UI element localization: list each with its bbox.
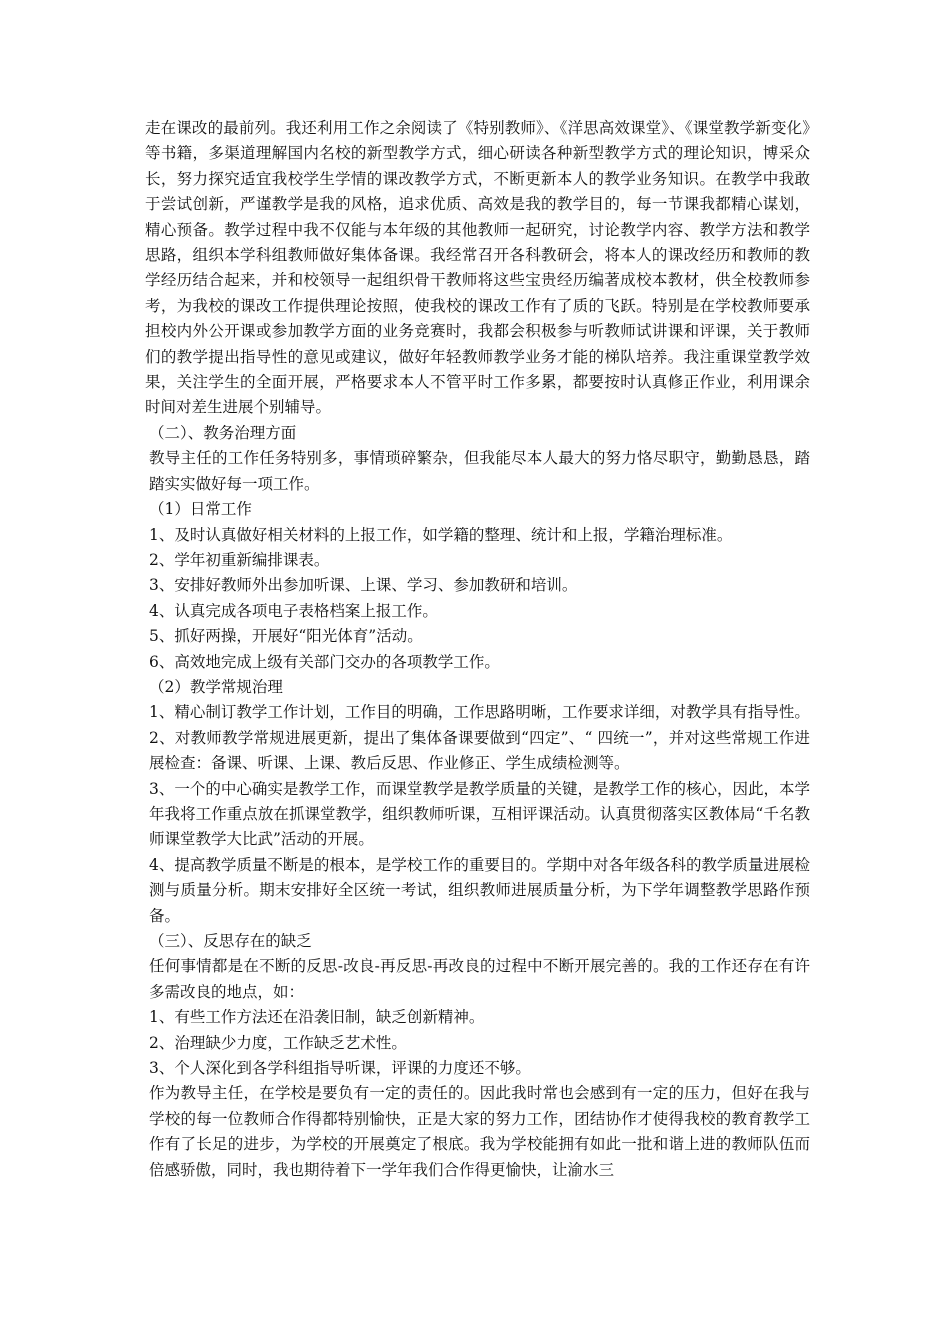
- paragraph: 走在课改的最前列。我还利用工作之余阅读了《特别教师》、《洋思高效课堂》、《课堂教学新变化》等书籍，多渠道理解国内名校的新型教学方式，细心研读各种新型教学方式的理论知识，博采众长，努力探究适宜我校学生学情的课改教学方式，不断更新本人的教学业务知识。在教学中我敢于尝试创新，严谨教学是我的风格，追求优质、高效是我的教学目的，每一节课我都精心谋划，精心预备。教学过程中我不仅能与本年级的其他教师一起研究，讨论教学内容、教学方法和教学思路，组织本学科组教师做好集体备课。我经常召开各科教研会，将本人的课改经历和教师的教学经历结合起来，并和校领导一起组织骨干教师将这些宝贵经历编著成校本教材，供全校教师参考，为我校的课改工作提供理论按照，使我校的课改工作有了质的飞跃。特别是在学校教师要承担校内外公开课或参加教学方面的业务竞赛时，我都会积极参与听教师试讲课和评课，关于教师们的教学提出指导性的意见或建议，做好年轻教师教学业务才能的梯队培养。我注重课堂教学效果，关注学生的全面开展，严格要求本人不管平时工作多累，都要按时认真修正作业，利用课余时间对差生进展个别辅导。: [145, 119, 810, 417]
- paragraph: （二）、教务治理方面: [149, 423, 297, 442]
- paragraph: （三）、反思存在的缺乏: [149, 932, 312, 950]
- paragraph: 4、认真完成各项电子表格档案上报工作。: [149, 601, 438, 620]
- paragraph: 1、有些工作方法还在沿袭旧制，缺乏创新精神。: [149, 1008, 485, 1027]
- paragraph: 3、安排好教师外出参加听课、上课、学习、参加教研和培训。: [149, 576, 578, 595]
- paragraph: 1、精心制订教学工作计划，工作目的明确，工作思路明晰，工作要求详细，对教学具有指导性。: [149, 703, 810, 722]
- paragraph: 2、学年初重新编排课表。: [149, 550, 330, 569]
- paragraph: 3、个人深化到各学科组指导听课，评课的力度还不够。: [149, 1059, 531, 1078]
- paragraph: 任何事情都是在不断的反思-改良-再反思-再改良的过程中不断开展完善的。我的工作还存在有许多需改良的地点，如：: [149, 957, 810, 1001]
- paragraph: 作为教导主任，在学校是要负有一定的责任的。因此我时常也会感到有一定的压力，但好在我与学校的每一位教师合作得都特别愉快，正是大家的努力工作，团结协作才使得我校的教育教学工作有了长足的进步，为学校的开展奠定了根底。我为学校能拥有如此一批和谐上进的教师队伍而倍感骄傲，同时，我也期待着下一学年我们合作得更愉快，让渝水三: [149, 1084, 810, 1179]
- document-body: [145, 116, 810, 1183]
- paragraph: 2、治理缺少力度，工作缺乏艺术性。: [149, 1033, 407, 1052]
- paragraph: 6、高效地完成上级有关部门交办的各项教学工作。: [149, 652, 500, 671]
- paragraph: 5、抓好两操，开展好“阳光体育”活动。: [149, 627, 423, 646]
- paragraph: 1、及时认真做好相关材料的上报工作，如学籍的整理、统计和上报，学籍治理标准。: [149, 525, 733, 544]
- paragraph: 4、提高教学质量不断是的根本，是学校工作的重要目的。学期中对各年级各科的教学质量进展检测与质量分析。期末安排好全区统一考试，组织教师进展质量分析，为下学年调整教学思路作预备。: [149, 855, 810, 925]
- paragraph: 3、一个的中心确实是教学工作，而课堂教学是教学质量的关键，是教学工作的核心，因此，本学年我将工作重点放在抓课堂教学，组织教师听课，互相评课活动。认真贯彻落实区教体局“千名教师课堂教学大比武”活动的开展。: [149, 779, 810, 849]
- paragraph: 教导主任的工作任务特别多，事情琐碎繁杂，但我能尽本人最大的努力恪尽职守，勤勤恳恳，踏踏实实做好每一项工作。: [149, 449, 810, 493]
- paragraph: （1）日常工作: [149, 500, 252, 519]
- paragraph: （2）教学常规治理: [149, 677, 283, 696]
- paragraph: 2、对教师教学常规进展更新，提出了集体备课要做到“四定”、“ 四统一”，并对这些常规工作进展检查：备课、听课、上课、教后反思、作业修正、学生成绩检测等。: [149, 728, 810, 773]
